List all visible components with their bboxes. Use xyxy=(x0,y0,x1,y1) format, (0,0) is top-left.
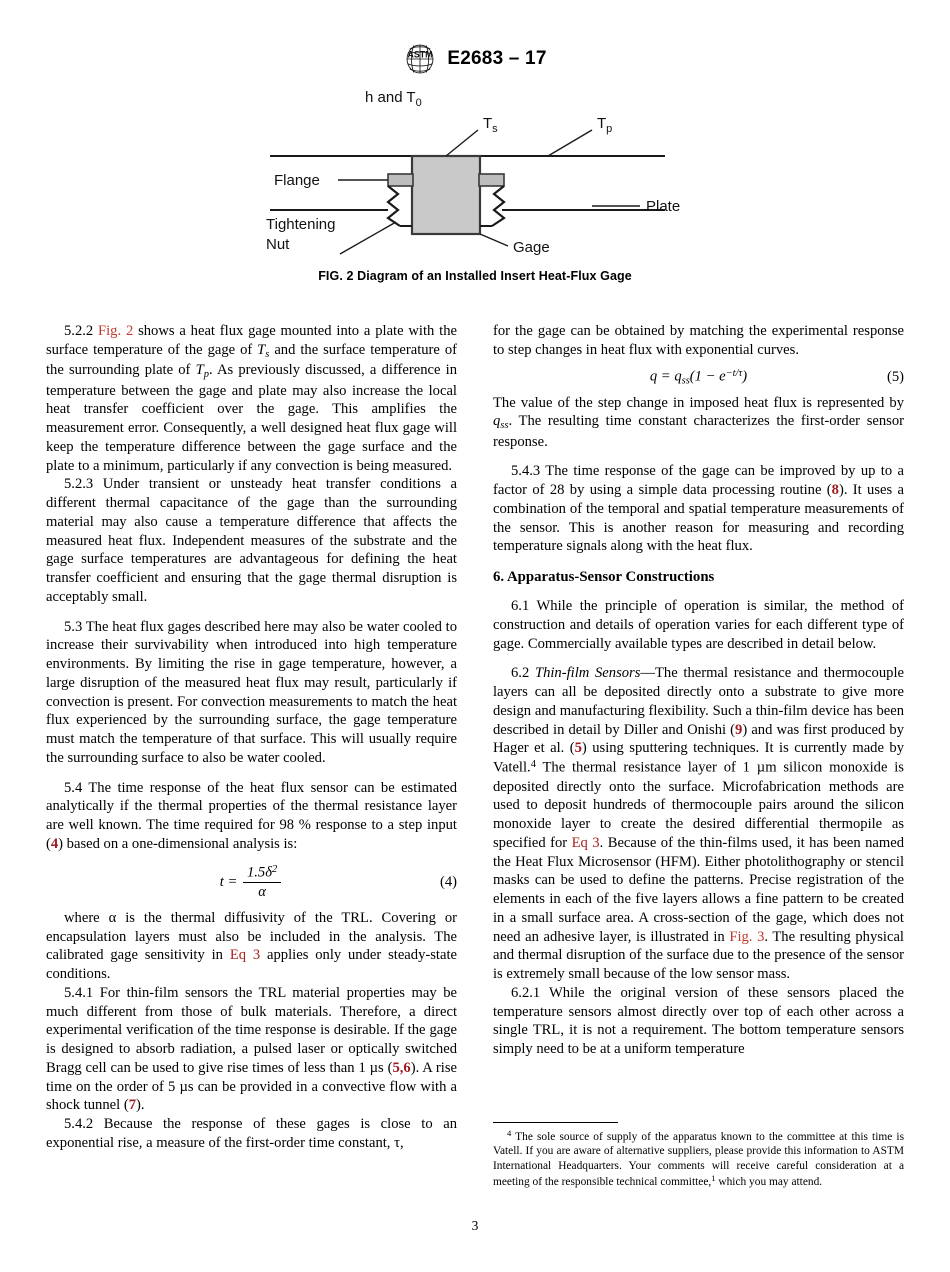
paragraph-5-4 xyxy=(46,779,457,854)
footnote-mark-4[interactable]: 4 xyxy=(530,759,536,771)
tp-leader-line xyxy=(548,130,592,156)
para-6-2-text-c: ) using sputtering techniques. It is currently made by Vatell. xyxy=(493,740,904,776)
para-6-2-text-b: ) and was first produced by Hager et al. ( xyxy=(493,721,904,757)
page-number: 3 xyxy=(471,1218,479,1233)
para-6-2-text-f: . The resulting physical and thermal disruption of the surface due to the presence of the sensor is extremely small because of the low sensor mass. xyxy=(493,928,904,983)
symbol-tp-sub: p xyxy=(203,369,209,381)
right-column xyxy=(493,322,904,1153)
eq4-numerator xyxy=(243,864,281,884)
footnote-4-text-a: The sole source of supply of the apparatus known to the committee at this time is Vatell. If you are aware of alternative suppliers, please provide this information to ASTM International Headquarters. Your comments will receive careful consideration at a meeting of the responsible technical committee, xyxy=(493,1130,904,1189)
nut-leader-line xyxy=(340,222,396,254)
tightening-nut-thread-right xyxy=(492,186,504,226)
figure-2-diagram xyxy=(240,88,710,263)
symbol-tp: T xyxy=(195,362,204,379)
symbol-ts-sub: s xyxy=(265,348,270,360)
paragraph-6-2-1: 6.2.1 While the original version of these sensors placed the temperature sensors almost directly over top of each other across a single TRL, it is not a requirement. The bottom temperature sensors simply need to be at a uniform temperature xyxy=(493,984,904,1058)
para-after-eq5-text-a: The value of the step change in imposed heat flux is represented by xyxy=(493,394,904,411)
figure-label-tightening: Tightening xyxy=(266,216,336,233)
equation-4 xyxy=(46,864,457,901)
citation-9[interactable]: 9 xyxy=(735,721,743,738)
paragraph-5-4-1 xyxy=(46,984,457,1115)
section-6-heading: 6. Apparatus-Sensor Constructions xyxy=(493,569,715,586)
svg-text:ASTM: ASTM xyxy=(407,49,433,60)
para-where-text-b: applies only under steady-state conditions. xyxy=(46,947,457,983)
equation-5-number: (5) xyxy=(886,369,904,385)
paragraph-after-eq5 xyxy=(493,394,904,452)
figure-label-plate: Plate xyxy=(646,198,681,215)
symbol-qss: q xyxy=(493,413,501,430)
paragraph-5-3: 5.3 The heat flux gages described here may also be water cooled to increase their survivability when introduced into high temperature environments. By limiting the rise in gage temperature, however, a large disruption of the measured heat flux may result, particularly if convection is present. For convection measurements to match the heat flux experienced by the surrounding surface, the gage temperature must match the temperature of that surface. This will usually require the surrounding surface to also be water cooled. xyxy=(46,618,457,766)
para-5-2-2-text-a: shows a heat flux gage mounted into a plate with the surface temperature of the gage of xyxy=(46,323,457,358)
para-after-eq5-text-b: . The resulting time constant characterizes the first-order sensor response. xyxy=(493,413,904,450)
figure-label-flange: Flange xyxy=(274,172,320,189)
paragraph-6-1: 6.1 While the principle of operation is similar, the method of construction and details of operation varies for each different type of gage. Commercially available types are described in detail below. xyxy=(493,598,904,652)
figure-label-ambient: h and $T_0$ xyxy=(365,89,422,109)
para-5-4-1-text-c: ). xyxy=(135,1097,145,1114)
astm-logo xyxy=(403,44,437,74)
paragraph-5-2-3: 5.2.3 Under transient or unsteady heat transfer conditions a different thermal capacitance of the gage than the surrounding material may also cause a temperature difference that affects the measured heat flux. Independent measures of the substrate and the gage surface temperatures are advantageous for defining the heat transfer coefficient and ensuring that the gage thermal disruption is acceptably small. xyxy=(46,476,457,605)
equation-5-body xyxy=(493,368,904,387)
para-5-2-2-text-c: . As previously discussed, a difference in temperature between the gage and plate may also increase the local heat transfer coefficient over the gage. This amplifies the measurement error. Consequently, a well designed heat flux gage will keep the temperature difference between the gage surface and the plate to a minimum, particularly if any convection is being measured. xyxy=(46,362,457,474)
eq5-rhs-q: q xyxy=(674,368,682,385)
ts-leader-line xyxy=(446,130,478,156)
para-5-4-3-text-a: 5.4.3 The time response of the gage can be improved by up to a factor of 28 by using a simple data processing routine ( xyxy=(493,463,904,499)
figure-label-gage: Gage xyxy=(513,239,550,256)
citation-7[interactable]: 7 xyxy=(128,1097,136,1114)
flange-right xyxy=(479,174,504,186)
paragraph-5-4-3 xyxy=(493,462,904,556)
para-number-6-2: 6.2 xyxy=(511,665,530,682)
para-5-4-text-a: 5.4 The time response of the heat flux sensor can be estimated analytically if the thermal properties of the thermal resistance layer are well known. The time required for 98 % response to a step input ( xyxy=(46,779,457,852)
equation-4-number: (4) xyxy=(439,873,457,890)
symbol-ts: T xyxy=(257,341,266,358)
eq5-rhs-subscript: ss xyxy=(681,375,690,387)
citation-5[interactable]: 5 xyxy=(574,740,582,757)
para-6-2-title: Thin-film Sensors xyxy=(534,665,641,682)
para-where-text-a: where α is the thermal diffusivity of the TRL. Covering or encapsulation layers must also be included in the analysis. The calibrated gage sensitivity in xyxy=(46,909,457,964)
eq4-numerator-text: 1.5δ xyxy=(246,864,272,881)
flange-left xyxy=(388,174,413,186)
footnote-area xyxy=(493,1122,904,1190)
eq5-equals: = xyxy=(660,368,671,385)
figure-label-ts: $T_s$ xyxy=(483,115,498,135)
paragraph-5-2-2 xyxy=(46,322,457,475)
standard-designation: E2683 – 17 xyxy=(447,48,547,69)
footnote-ref-1[interactable]: 1 xyxy=(711,1173,716,1184)
fig-3-link[interactable]: Fig. 3 xyxy=(729,928,765,945)
gage-body xyxy=(412,156,480,234)
eq4-equals: = xyxy=(227,873,238,890)
figure-2-caption: FIG. 2 Diagram of an Installed Insert Heat-Flux Gage xyxy=(318,269,632,283)
fig-2-link[interactable]: Fig. 2 xyxy=(98,323,134,339)
eq5-e: e xyxy=(719,368,726,385)
equation-5 xyxy=(493,368,904,388)
para-5-4-1-text-b: ). A rise time on the order of 5 µs can be provided in a convective flow with a shock tunnel ( xyxy=(46,1059,457,1114)
page-header xyxy=(0,44,950,74)
eq-3-link[interactable]: Eq 3 xyxy=(229,947,261,964)
gage-leader-line xyxy=(480,234,508,246)
para-5-4-3-text-b: ). It uses a combination of the temporal and spatial temperature measurements of the sensor. This is another reason for measuring and recording temperature signals along with the heat flux. xyxy=(493,482,904,555)
left-column xyxy=(46,322,457,1153)
body-columns xyxy=(46,322,904,1153)
eq5-paren-close: ) xyxy=(742,368,748,385)
eq5-lhs: q xyxy=(649,368,658,385)
tightening-nut-thread-left xyxy=(388,186,400,226)
eq4-lhs: t xyxy=(219,873,224,890)
para-5-4-text-b: ) based on a one-dimensional analysis is: xyxy=(58,835,298,852)
eq5-exponent: −t/τ xyxy=(725,368,743,380)
figure-label-nut: Nut xyxy=(266,236,290,253)
para-6-2-text-d: The thermal resistance layer of 1 µm silicon monoxide is deposited directly onto the surface. Microfabrication methods are used to deposit hundreds of thermocouple pairs around the silicon monoxide layer to create the desired differential thermopile as specified for xyxy=(493,759,904,851)
footnote-divider xyxy=(493,1122,618,1123)
eq4-numerator-exponent: 2 xyxy=(272,863,278,875)
eq4-denominator: α xyxy=(258,884,266,901)
citation-5-6[interactable]: 5,6 xyxy=(392,1059,411,1076)
para-5-4-1-text-a: 5.4.1 For thin-film sensors the TRL material properties may be much different from those of bulk materials. Therefore, a direct experimental verification of the time response is desirable. If the gage is designed to absorb radiation, a pulsed laser or optically switched Bragg cell can be used to give rise times of less than 1 µs ( xyxy=(46,984,457,1076)
footnote-4-text-b: which you may attend. xyxy=(715,1176,823,1189)
para-6-2-text-e: . Because of the thin-films used, it has been named the Heat Flux Microsensor (HFM). Either photolithography or stencil masks can be used to define the patterns. Precise registration of the elements in each of the five layers allows a fine pattern to be created in a small surface area. A cross-section of the gage, which does not need an adhesive layer, is illustrated in xyxy=(493,834,904,945)
eq5-paren-open: (1 − xyxy=(689,368,720,385)
para-number-5-2-2: 5.2.2 xyxy=(64,323,94,339)
para-5-2-2-text-b: and the surface temperature of the surrounding plate of xyxy=(46,341,457,379)
paragraph-5-4-2-continued: for the gage can be obtained by matching the experimental response to step changes in heat flux with exponential curves. xyxy=(493,323,904,358)
paragraph-where-alpha xyxy=(46,909,457,984)
equation-4-body xyxy=(46,864,457,901)
footnote-4-mark: 4 xyxy=(507,1128,512,1138)
eq-3-link-right[interactable]: Eq 3 xyxy=(571,834,600,851)
figure-2-block xyxy=(0,88,950,283)
eq4-fraction xyxy=(243,864,281,901)
citation-8[interactable]: 8 xyxy=(831,482,839,499)
figure-label-tp: $T_p$ xyxy=(597,115,613,135)
footnote-4 xyxy=(493,1128,904,1190)
symbol-qss-sub: ss xyxy=(500,420,509,432)
paragraph-6-2 xyxy=(493,664,904,983)
paragraph-5-4-2: 5.4.2 Because the response of these gages is close to an exponential rise, a measure of the first-order time constant, τ, xyxy=(46,1116,457,1151)
para-6-2-text-a: —The thermal resistance and thermocouple layers can all be deposited directly onto a substrate to give more design and manufacturing flexibility. Such a thin-film device has been described in detail by Diller and Onishi ( xyxy=(493,665,904,738)
citation-4[interactable]: 4 xyxy=(50,835,59,852)
